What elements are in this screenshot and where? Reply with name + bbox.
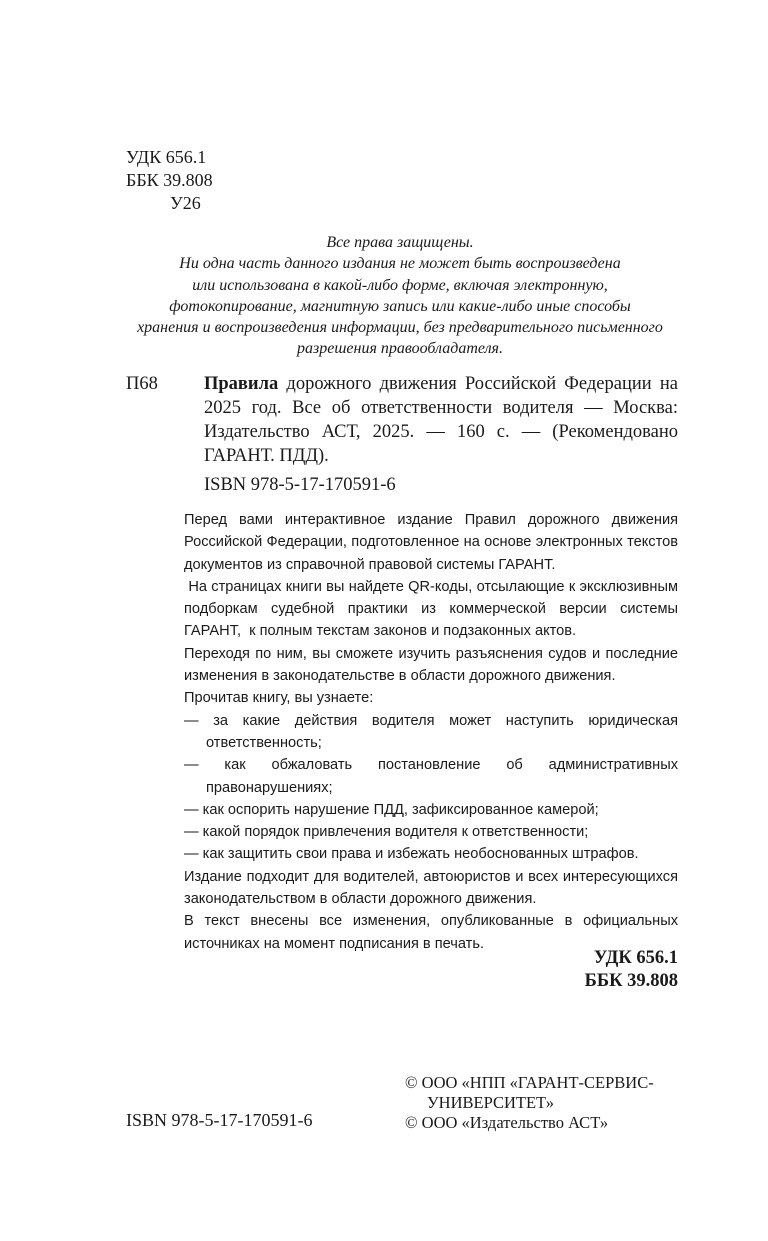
annotation-list-item: — как защитить свои права и избежать необоснованных штрафов. xyxy=(184,846,639,863)
annotation-paragraph: Переходя по ним, вы сможете изучить разъяснения судов и последние изменения в законодательстве в области дорожного движения. xyxy=(184,645,678,685)
annotation-paragraph: На страницах книги вы найдете QR-коды, отсылающие к эксклюзивным подборкам судебной практики из коммерческой версии системы ГАРАНТ, к полным текстам законов и подзаконных актов. xyxy=(184,578,683,640)
annotation-paragraph: В текст внесены все изменения, опубликованные в официальных источниках на момент подписания в печать. xyxy=(184,913,678,952)
classification-summary xyxy=(585,947,678,993)
annotation xyxy=(184,509,683,955)
author-code: П68 xyxy=(126,374,158,394)
annotation-list-item: — как оспорить нарушение ПДД, зафиксированное камерой; xyxy=(184,801,599,818)
bbk-code: ББК 39.808 xyxy=(126,170,213,190)
rights-line: фотокопирование, магнитную запись или какие-либо иные способы xyxy=(169,297,631,315)
isbn-main: ISBN 978-5-17-170591-6 xyxy=(204,475,396,495)
annotation-list-item: — за какие действия водителя может наступить юридическая ответственность; xyxy=(184,712,678,751)
rights-line: или использована в какой-либо форме, включая электронную, xyxy=(192,276,608,294)
udk-code-bold: УДК 656.1 xyxy=(593,948,678,968)
bbk-code-bold: ББК 39.808 xyxy=(584,971,678,991)
copyright-line-continued: УНИВЕРСИТЕТ» xyxy=(427,1093,554,1112)
rights-line: Все права защищены. xyxy=(326,234,474,251)
rights-line: хранения и воспроизведения информации, без предварительного письменного xyxy=(137,319,663,337)
book-title: Правила xyxy=(204,374,279,394)
copyright-line: © ООО «НПП «ГАРАНТ-СЕРВИС- xyxy=(405,1073,654,1092)
book-imprint: дорожного движения Российской Федерации на 2025 год. Все об ответственности водителя — Москва: Издательство АСТ, 2025. — 160 с. — (Рекомендовано ГАРАНТ. ПДД). xyxy=(204,374,678,466)
isbn-footer: ISBN 978-5-17-170591-6 xyxy=(126,1110,313,1130)
bibliographic-description xyxy=(204,372,678,468)
rights-notice xyxy=(100,232,700,360)
annotation-list-item: — как обжаловать постановление об административных правонарушениях; xyxy=(184,757,678,796)
author-mark: У26 xyxy=(170,193,201,213)
rights-line: разрешения правообладателя. xyxy=(296,340,503,358)
rights-line: Ни одна часть данного издания не может быть воспроизведена xyxy=(179,255,621,273)
copyright-block xyxy=(405,1073,654,1133)
annotation-list-item: — какой порядок привлечения водителя к ответственности; xyxy=(184,824,589,841)
copyright-line: © ООО «Издательство АСТ» xyxy=(405,1113,609,1132)
annotation-paragraph: Перед вами интерактивное издание Правил дорожного движения Российской Федерации, подготовленное на основе электронных текстов документов из справочной правовой системы ГАРАНТ. xyxy=(184,512,678,573)
udk-code: УДК 656.1 xyxy=(126,147,207,167)
annotation-paragraph: Издание подходит для водителей, автоюристов и всех интересующихся законодательством в области дорожного движения. xyxy=(184,868,678,908)
annotation-paragraph: Прочитав книгу, вы узнаете: xyxy=(184,690,374,707)
classification-block xyxy=(126,146,213,215)
